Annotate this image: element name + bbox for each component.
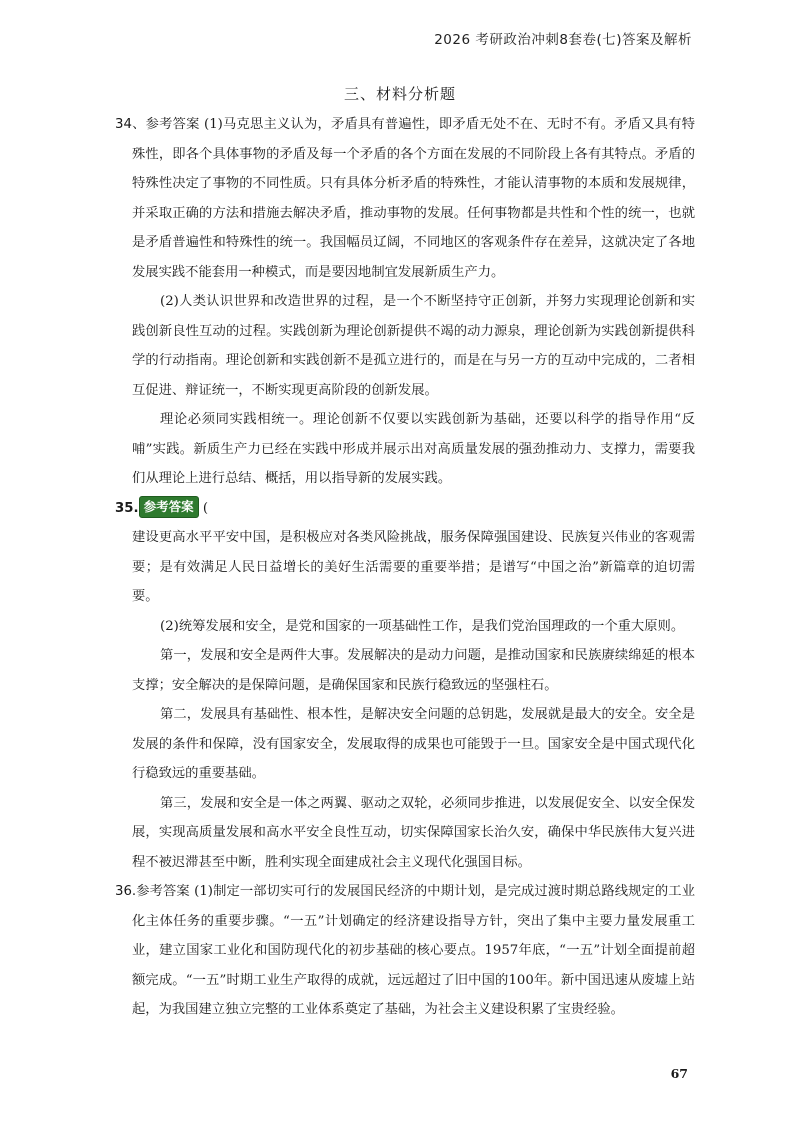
q35-answer-badge: 参考答案 bbox=[139, 496, 199, 518]
running-header: 2026 考研政治冲刺8套卷(七)答案及解析 bbox=[434, 32, 692, 48]
q34-answer-part3: 理论必须同实践相统一。理论创新不仅要以实践创新为基础，还要以科学的指导作用“反哺”实践。新质生产力已经在实践中形成并展示出对高质量发展的强劲推动力、支撑力，需要我们从理论上进行总结、概括，用以指导新的发展实践。 bbox=[132, 412, 695, 486]
section-title: 三、材料分析题 bbox=[343, 85, 456, 103]
q34-answer-part1 bbox=[115, 110, 695, 287]
q36-label: 参考答案 bbox=[136, 884, 190, 899]
page-content bbox=[115, 110, 695, 1025]
q35-point-second: 第二，发展具有基础性、根本性，是解决安全问题的总钥匙，发展就是最大的安全。安全是发展的条件和保障，没有国家安全，发展取得的成果也可能毁于一旦。国家安全是中国式现代化行稳致远的重要基础。 bbox=[132, 707, 695, 781]
q36-answer-part1 bbox=[115, 877, 695, 1025]
q34-number: 34、 bbox=[115, 117, 146, 132]
q36-part1-text: (1)制定一部切实可行的发展国民经济的中期计划，是完成过渡时期总路线规定的工业化主体任务的重要步骤。“一五”计划确定的经济建设指导方针，突出了集中主要力量发展重工业，建立国家工业化和国防现代化的初步基础的核心要点。1957年底，“一五”计划全面提前超额完成。“一五”时期工业生产取得的成就，远远超过了旧中国的100年。新中国迅速从废墟上站起，为我国建立独立完整的工业体系奠定了基础，为社会主义建设积累了宝贵经验。 bbox=[132, 884, 695, 1017]
q35-point-third: 第三，发展和安全是一体之两翼、驱动之双轮，必须同步推进，以发展促安全、以安全保发展，实现高质量发展和高水平安全良性互动，切实保障国家长治久安，确保中华民族伟大复兴进程不被迟滞甚至中断，胜利实现全面建成社会主义现代化强国目标。 bbox=[132, 795, 695, 870]
page-number: 67 bbox=[670, 1066, 688, 1081]
q35-number: 35. bbox=[115, 500, 139, 516]
q35-point-first: 第一，发展和安全是两件大事。发展解决的是动力问题，是推动国家和民族赓续绵延的根本支撑；安全解决的是保障问题，是确保国家和民族行稳致远的坚强柱石。 bbox=[132, 648, 695, 693]
q35-answer-part2: (2)统筹发展和安全，是党和国家的一项基础性工作，是我们党治国理政的一个重大原则。 bbox=[160, 618, 685, 634]
q35-heading-tail: ( bbox=[202, 500, 209, 516]
q34-label: 参考答案 bbox=[145, 117, 200, 132]
q34-part1-text: (1)马克思主义认为，矛盾具有普遍性，即矛盾无处不在、无时不有。矛盾又具有特殊性，即各个具体事物的矛盾及每一个矛盾的各个方面在发展的不同阶段上各有其特点。矛盾的特殊性决定了事物的不同性质。只有具体分析矛盾的特殊性，才能认清事物的本质和发展规律，并采取正确的方法和措施去解决矛盾，推动事物的发展。任何事物都是共性和个性的统一，也就是矛盾普遍性和特殊性的统一。我国幅员辽阔，不同地区的客观条件存在差异，这就决定了各地发展实践不能套用一种模式，而是要因地制宜发展新质生产力。 bbox=[132, 117, 695, 280]
q35-answer-part1: 建设更高水平平安中国，是积极应对各类风险挑战，服务保障强国建设、民族复兴伟业的客观需要；是有效满足人民日益增长的美好生活需要的重要举措；是谱写“中国之治”新篇章的迫切需要。 bbox=[132, 530, 695, 604]
q36-number: 36. bbox=[115, 884, 137, 899]
q35-heading bbox=[115, 494, 695, 524]
q34-answer-part2: (2)人类认识世界和改造世界的过程，是一个不断坚持守正创新，并努力实现理论创新和实践创新良性互动的过程。实践创新为理论创新提供不竭的动力源泉，理论创新为实践创新提供科学的行动指南。理论创新和实践创新不是孤立进行的，而是在与另一方的互动中完成的，二者相互促进、辩证统一，不断实现更高阶段的创新发展。 bbox=[132, 294, 695, 398]
